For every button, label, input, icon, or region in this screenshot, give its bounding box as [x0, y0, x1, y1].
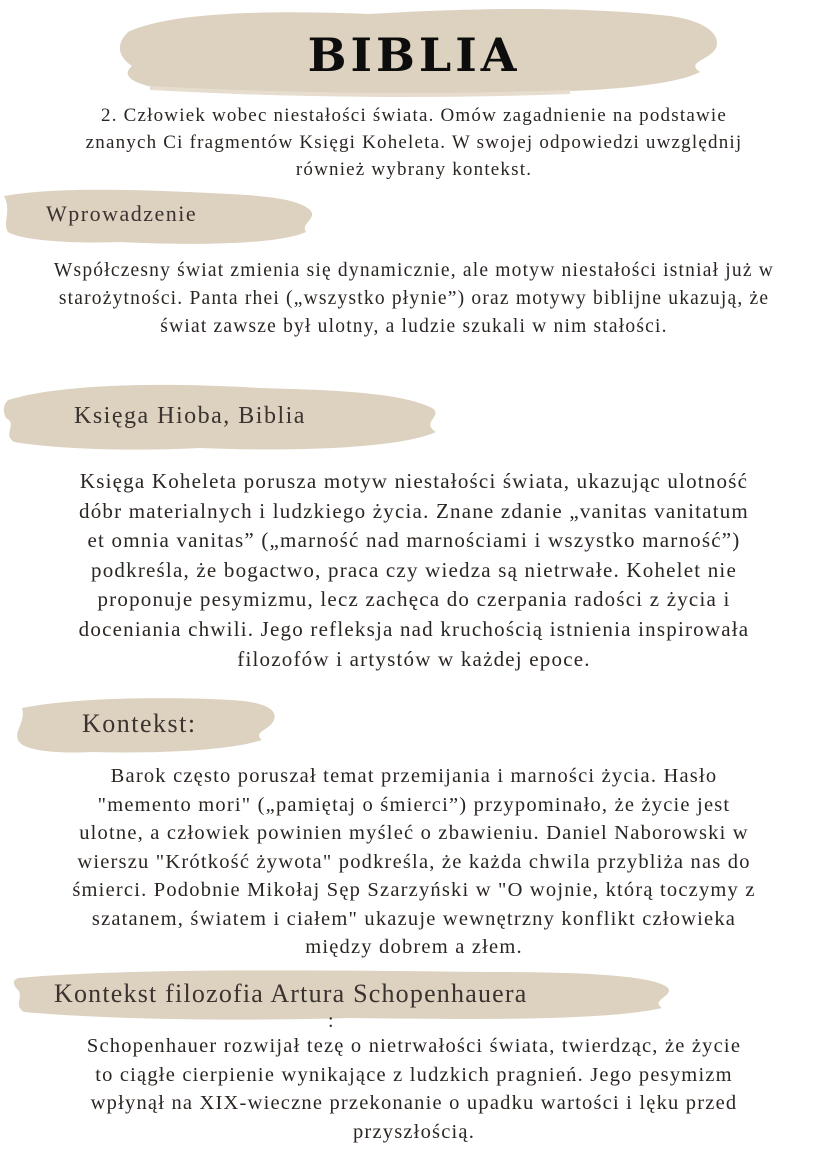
page-title: BIBLIA	[307, 28, 521, 82]
paragraph-line: podkreśla, że bogactwo, praca czy wiedza są nietrwałe. Kohelet nie	[91, 557, 737, 582]
paragraph-line: Schopenhauer rozwijał tezę o nietrwałości świata, twierdząc, że życie	[86, 1035, 742, 1057]
paragraph-line: proponuje pesymizmu, lecz zachęca do czerpania radości z życia i	[97, 587, 731, 612]
question-line: 2. Człowiek wobec niestałości świata. Omów zagadnienie na podstawie	[101, 105, 727, 126]
paragraph-line: między dobrem a złem.	[305, 936, 523, 958]
paragraph-line: filozofów i artystów w każdej epoce.	[237, 646, 591, 671]
paragraph-line: to ciągłe cierpienie wynikające z ludzkich pragnień. Jego pesymizm	[95, 1063, 733, 1086]
paragraph-line: dóbr materialnych i ludzkiego życia. Znane zdanie „vanitas vanitatum	[79, 498, 749, 523]
paragraph-line: et omnia vanitas” („marność nad marnościami i wszystko marność”)	[87, 528, 741, 553]
heading-job-bible: Księga Hioba, Biblia	[74, 403, 306, 429]
question-line: również wybrany kontekst.	[295, 159, 533, 180]
paragraph-line: przyszłością.	[352, 1120, 476, 1143]
paragraph-line: Współczesny świat zmienia się dynamicznie, ale motyw niestałości istniał już w	[53, 260, 775, 281]
paragraph-line: wierszu "Krótkość żywota" podkreśla, że każda chwila przybliża nas do	[77, 850, 751, 873]
paragraph-line: świat zawsze był ulotny, a ludzie szukali w nim stałości.	[160, 316, 668, 337]
heading-introduction: Wprowadzenie	[46, 201, 198, 226]
paragraph-line: śmierci. Podobnie Mikołaj Sęp Szarzyński w "O wojnie, którą toczymy z	[72, 879, 756, 901]
question-line: znanych Ci fragmentów Księgi Koheleta. W swojej odpowiedzi uwzględnij	[85, 132, 743, 153]
paragraph-line: ulotne, a człowiek powinien myśleć o zbawieniu. Daniel Naborowski w	[79, 822, 749, 844]
paragraph-line: "memento mori" („pamiętaj o śmierci”) przypominało, że życie jest	[97, 793, 731, 816]
baroque-context-paragraph	[0, 762, 828, 962]
ecclesiastes-paragraph	[0, 467, 828, 674]
introduction-paragraph	[0, 257, 828, 341]
paragraph-line: starożytności. Panta rhei („wszystko płynie”) oraz motywy biblijne ukazują, że	[58, 288, 770, 309]
paragraph-line: Barok często poruszał temat przemijania i marności życia. Hasło	[110, 765, 718, 787]
paragraph-line: Księga Koheleta porusza motyw niestałości świata, ukazując ulotność	[79, 469, 749, 493]
paragraph-line: szatanem, światem i ciałem" ukazuje wewnętrzny konflikt człowieka	[91, 907, 737, 930]
heading-context: Kontekst:	[82, 709, 197, 738]
stray-colon-mark: :	[328, 1010, 334, 1032]
question-text	[0, 102, 828, 183]
paragraph-line: wpłynął na XIX-wieczne przekonanie o upadku wartości i lęku przed	[90, 1092, 738, 1114]
heading-schopenhauer-context: Kontekst filozofia Artura Schopenhauera	[54, 979, 528, 1008]
paragraph-line: doceniania chwili. Jego refleksja nad kruchością istnienia inspirowała	[78, 616, 750, 641]
schopenhauer-paragraph	[0, 1032, 828, 1146]
